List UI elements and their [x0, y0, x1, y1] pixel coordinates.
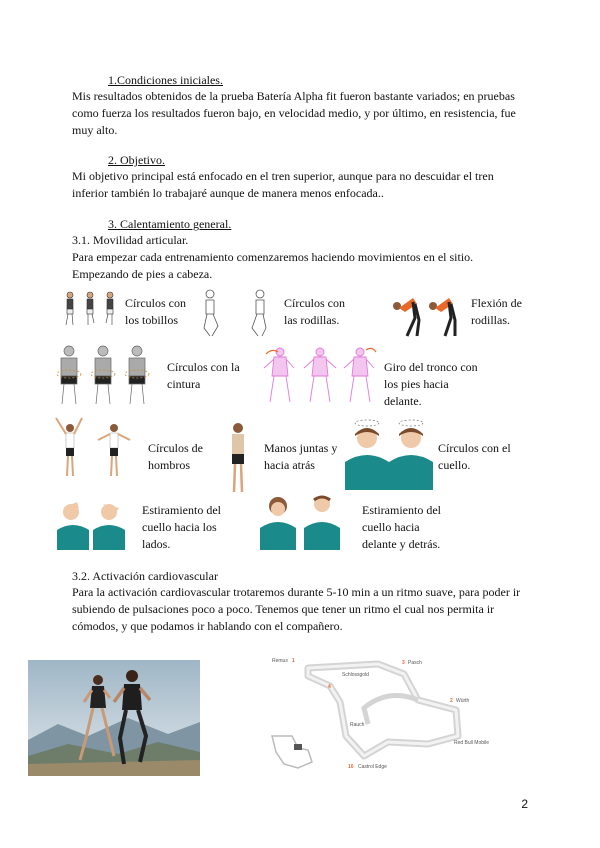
neck-front-back-stretch-figure: [260, 492, 340, 550]
section-2-heading: 2. Objetivo.: [108, 153, 165, 167]
section-1-heading: 1.Condiciones iniciales.: [108, 73, 223, 87]
caption-est-delante: Estiramiento del cuello hacia delante y detrás.: [362, 503, 441, 551]
track-label-remus: Remus: [272, 658, 288, 664]
caption-manos: Manos juntas y hacia atrás: [264, 441, 338, 472]
caption-est-lados: Estiramiento del cuello hacia los lados.: [142, 503, 221, 551]
section-3-2-text: Para la activación cardiovascular trotaremos durante 5-10 min a un ritmo suave, para poder ir subiendo de pulsaciones poco a poco. Tenemos que tener un ritmo el cual nos permita ir cómodos, y que podamos ir hablando con el compañero.: [72, 585, 521, 633]
track-num-1: 1: [292, 658, 295, 664]
section-3-1-text: Para empezar cada entrenamiento comenzaremos haciendo movimientos en el sitio. Empezando de pies a cabeza.: [72, 250, 474, 281]
neck-side-stretch-figure: [57, 498, 127, 550]
track-num-2: 2: [450, 698, 453, 704]
trunk-twist-figure: [262, 346, 377, 404]
section-1-text: Mis resultados obtenidos de la prueba Batería Alpha fit fueron bastante variados; en pruebas como fuerza los resultados fueron bajo, en velocidad medio, y por último, en resistencia, fue muy alto.: [72, 89, 516, 137]
runners-photo: [28, 660, 200, 776]
caption-tronco: Giro del tronco con los pies hacia delante.: [384, 360, 478, 408]
track-label-castrol: Castrol Edge: [358, 764, 387, 770]
section-3-1-subheading: 3.1. Movilidad articular.: [72, 233, 189, 247]
shoulder-circles-figure: [52, 414, 137, 482]
track-label-pasch: Pasch: [408, 660, 422, 666]
caption-cuello: Círculos con el cuello.: [438, 441, 511, 472]
caption-hombros: Círculos de hombros: [148, 441, 203, 472]
page-number: 2: [521, 797, 528, 811]
ankle-circles-figure: [60, 290, 120, 328]
track-label-rauch: Rauch: [350, 722, 365, 728]
caption-rodillas: Círculos con las rodillas.: [284, 296, 345, 327]
track-num-4: 4: [328, 684, 331, 690]
track-num-10: 10: [348, 764, 354, 770]
neck-circles-figure: [345, 418, 435, 490]
section-2-text: Mi objetivo principal está enfocado en el tren superior, aunque para no descuidar el tren inferior también lo trabajaré aunque de manera menos enfocada..: [72, 169, 494, 200]
caption-cintura: Círculos con la cintura: [167, 360, 240, 391]
knee-flexion-figure: [387, 290, 462, 340]
knee-circles-figure: [198, 288, 278, 338]
section-3-heading: 3. Calentamiento general.: [108, 217, 232, 231]
waist-circles-figure: [55, 344, 155, 406]
hands-back-figure: [226, 420, 250, 494]
caption-tobillos: Círculos con los tobillos: [125, 296, 186, 327]
track-label-schlossgold: Schlossgold: [342, 672, 369, 678]
track-label-redbull: Red Bull Mobile: [454, 740, 490, 746]
track-map: [268, 652, 498, 782]
section-3-2-subheading: 3.2. Activación cardiovascular: [72, 569, 218, 583]
track-label-wurth: Würth: [456, 698, 470, 704]
track-num-3: 3: [402, 660, 405, 666]
caption-flexion: Flexión de rodillas.: [471, 296, 522, 327]
